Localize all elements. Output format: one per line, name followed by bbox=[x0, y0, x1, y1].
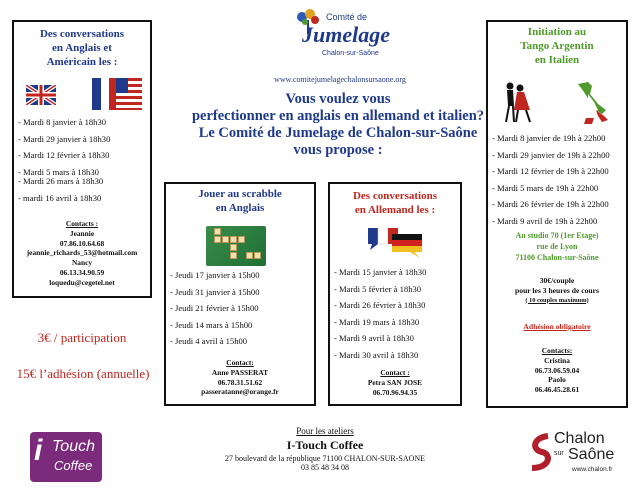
logo-committee-big: Jumelage bbox=[302, 22, 390, 47]
headline-line3: Le Comité de Jumelage de Chalon-sur-Saône bbox=[198, 125, 478, 141]
list-item: - Mardi 19 mars à 18h30 bbox=[334, 318, 426, 327]
logo-committee-small: Comité de bbox=[326, 12, 368, 22]
chalon-logo-top: Chalon bbox=[554, 430, 605, 447]
scrabble-contact bbox=[166, 358, 314, 397]
tango-dancers-icon bbox=[498, 80, 534, 124]
scrabble-date-list bbox=[170, 271, 260, 346]
chalon-logo-site[interactable]: www.chalon.fr bbox=[572, 466, 613, 473]
itouch-logo-big: Touch bbox=[52, 438, 95, 455]
contact-name: Anne PASSERAT bbox=[211, 367, 269, 377]
contacts-label: Contacts: bbox=[541, 346, 573, 355]
german-title-line2: en Allemand les : bbox=[354, 203, 436, 216]
english-title bbox=[14, 28, 150, 69]
english-date-list bbox=[18, 118, 110, 203]
headline bbox=[168, 91, 508, 159]
list-item: - Jeudi 4 avril à 15h00 bbox=[170, 337, 260, 346]
uk-flag-icon bbox=[26, 85, 56, 105]
list-item: - Jeudi 21 février à 15h00 bbox=[170, 304, 260, 313]
footer-label: Pour les ateliers bbox=[296, 426, 354, 436]
price-note: ( 10 couples maximum) bbox=[525, 296, 589, 304]
contact-email[interactable]: jeannie_richards_53@hotmail.com bbox=[26, 248, 138, 258]
list-item: - Mardi 8 janvier à 18h30 bbox=[18, 118, 110, 127]
english-title-line1: Des conversations bbox=[39, 28, 125, 40]
itouch-logo-small: Coffee bbox=[54, 458, 93, 473]
scrabble-title-line1: Jouer au scrabble bbox=[198, 188, 282, 200]
contact-phone: 06.78.31.51.62 bbox=[217, 377, 263, 387]
itouch-i-glyph: i bbox=[34, 434, 43, 467]
tango-venue bbox=[488, 230, 626, 264]
contact-phone: 06.70.96.94.35 bbox=[372, 387, 418, 397]
tango-membership-required: Adhésion obligatoire bbox=[523, 322, 591, 331]
french-flag-icon bbox=[92, 78, 118, 110]
german-contact bbox=[330, 368, 460, 397]
footer-info bbox=[200, 426, 450, 472]
list-item: - Mardi 29 janvier de 19h à 22h00 bbox=[492, 151, 610, 160]
footer-phone: 03 85 48 34 08 bbox=[301, 463, 349, 472]
list-item: - Jeudi 31 janvier à 15h00 bbox=[170, 288, 260, 297]
list-item: - Mardi 5 mars à 18h30 bbox=[18, 168, 110, 177]
membership-price: 15€ l’adhésion (annuelle) bbox=[16, 366, 150, 381]
list-item: - Mardi 26 février à 18h30 bbox=[334, 301, 426, 310]
contact-name: Petra SAN JOSE bbox=[367, 377, 423, 387]
website-link[interactable]: www.comitejumelagechalonsursaone.org bbox=[274, 75, 406, 84]
scrabble-title-line2: en Anglais bbox=[215, 201, 265, 214]
german-speech-bubble-icon bbox=[392, 234, 422, 258]
contact-label: Contact : bbox=[380, 368, 410, 377]
chalon-logo-bottom: Saône bbox=[568, 446, 615, 463]
german-title-line1: Des conversations bbox=[352, 190, 438, 202]
english-title-line3: Américain les : bbox=[46, 55, 118, 68]
contact-phone: 06.73.06.59.04 bbox=[534, 365, 580, 375]
tango-title bbox=[488, 26, 626, 67]
list-item: - Mardi 9 avril à 18h30 bbox=[334, 334, 426, 343]
english-title-line2: en Anglais et bbox=[52, 41, 112, 54]
tango-box bbox=[486, 20, 628, 408]
footer-address: 27 boulevard de la république 71100 CHALON-SUR-SAONE bbox=[224, 454, 426, 463]
list-item: - Mardi 26 mars à 18h30 bbox=[18, 177, 110, 186]
german-date-list bbox=[334, 268, 426, 360]
contact-phone: 06.13.34.90.59 bbox=[59, 267, 105, 277]
tango-title-line3: en Italien bbox=[534, 53, 580, 66]
itouch-coffee-logo bbox=[30, 432, 102, 482]
list-item: - Jeudi 14 mars à 15h00 bbox=[170, 321, 260, 330]
list-item: - Mardi 12 février de 19h à 22h00 bbox=[492, 167, 610, 176]
scrabble-board-image bbox=[206, 226, 266, 266]
jumelage-logo bbox=[292, 6, 392, 68]
price-line: 30€/couple bbox=[539, 276, 575, 285]
logo-city: Chalon-sur-Saône bbox=[322, 50, 379, 57]
list-item: - Mardi 26 février de 19h à 22h00 bbox=[492, 200, 610, 209]
headline-line2: perfectionner en anglais en allemand et italien? bbox=[191, 108, 485, 124]
chalon-swirl-icon bbox=[528, 432, 552, 472]
contact-email[interactable]: passeratanne@orange.fr bbox=[201, 387, 279, 397]
contact-name: Nancy bbox=[71, 258, 93, 268]
italy-map-icon bbox=[572, 80, 612, 126]
english-conversation-box bbox=[12, 20, 152, 298]
scrabble-box bbox=[164, 182, 316, 406]
tango-date-list bbox=[492, 134, 610, 226]
price-line: pour les 3 heures de cours bbox=[515, 286, 599, 296]
tango-title-line2: Tango Argentin bbox=[520, 39, 594, 52]
german-conversation-box bbox=[328, 182, 462, 406]
chalon-logo-sur: sur bbox=[554, 450, 564, 457]
venue-line: rue de Lyon bbox=[536, 242, 578, 252]
chalon-logo bbox=[528, 430, 628, 480]
contact-email[interactable]: loquedu@cegetel.net bbox=[49, 277, 115, 287]
contacts-label: Contacts : bbox=[65, 219, 99, 228]
headline-line1: Vous voulez vous bbox=[285, 91, 391, 107]
list-item: - Mardi 8 janvier de 19h à 22h00 bbox=[492, 134, 610, 143]
scrabble-title bbox=[166, 188, 314, 216]
us-flag-icon bbox=[116, 78, 142, 110]
list-item: - Mardi 5 février à 18h30 bbox=[334, 285, 426, 294]
list-item: - Mardi 30 avril à 18h30 bbox=[334, 351, 426, 360]
venue-line: Au studio 70 (1er Etage) bbox=[515, 231, 599, 240]
english-contacts bbox=[14, 219, 150, 287]
contact-name: Paolo bbox=[548, 375, 566, 385]
list-item: - mardi 16 avril à 18h30 bbox=[18, 194, 110, 203]
list-item: - Mardi 12 février à 18h30 bbox=[18, 151, 110, 160]
contact-name: Jeannie bbox=[69, 228, 95, 238]
contact-phone: 06.46.45.28.61 bbox=[534, 385, 580, 395]
list-item: - Mardi 9 avril de 19h à 22h00 bbox=[492, 217, 610, 226]
tango-price bbox=[488, 276, 626, 305]
tango-title-line1: Initiation au bbox=[527, 26, 587, 38]
headline-line4: vous propose : bbox=[293, 142, 383, 158]
list-item: - Mardi 29 janvier à 18h30 bbox=[18, 135, 110, 144]
list-item: - Jeudi 17 janvier à 15h00 bbox=[170, 271, 260, 280]
venue-line: 71100 Chalon-sur-Saône bbox=[515, 253, 599, 263]
contact-phone: 07.86.10.64.68 bbox=[59, 238, 105, 248]
german-title bbox=[330, 190, 460, 218]
tango-contacts bbox=[488, 346, 626, 395]
list-item: - Mardi 5 mars de 19h à 22h00 bbox=[492, 184, 610, 193]
contact-label: Contact: bbox=[226, 358, 254, 367]
participation-price: 3€ / participation bbox=[37, 330, 127, 345]
contact-name: Cristina bbox=[544, 355, 570, 365]
list-item: - Mardi 15 janvier à 18h30 bbox=[334, 268, 426, 277]
footer-venue-name: I-Touch Coffee bbox=[286, 438, 364, 452]
